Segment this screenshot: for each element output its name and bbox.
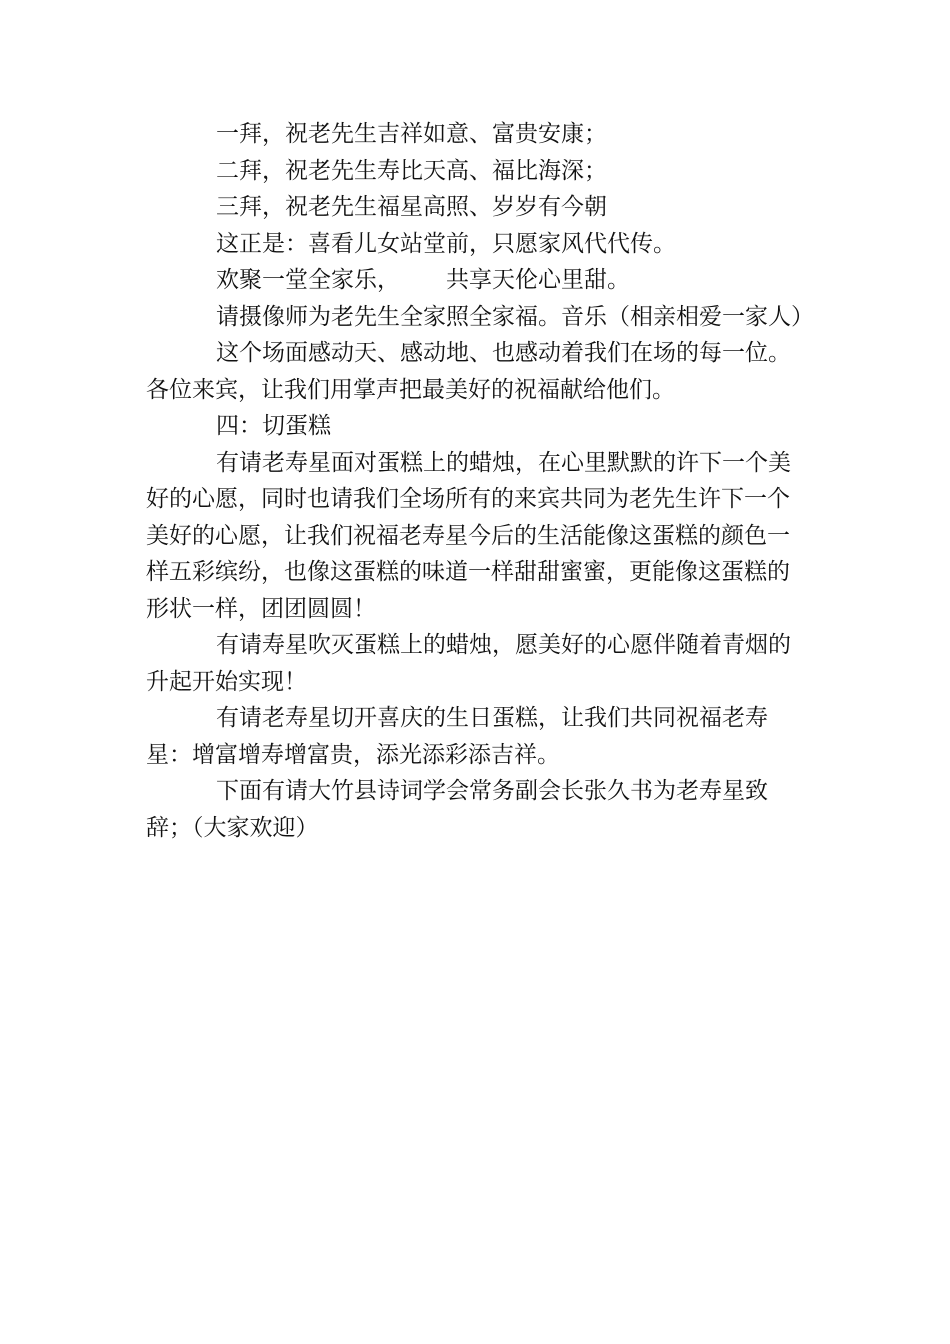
paragraph-third-bow: 三拜，祝老先生福星高照、岁岁有今朝 [216, 194, 607, 220]
paragraph-blow-candles: 有请寿星吹灭蛋糕上的蜡烛，愿美好的心愿伴随着青烟的升起开始实现！ [146, 632, 791, 695]
couplet-second-line: 共享天伦心里甜。 [446, 267, 630, 293]
paragraph-couplet [146, 262, 806, 299]
paragraph-family-legacy: 这正是：喜看儿女站堂前，只愿家风代代传。 [216, 230, 676, 257]
couplet-first-line: 欢聚一堂全家乐， [216, 267, 400, 293]
paragraph-applause: 这个场面感动天、感动地、也感动着我们在场的每一位。各位来宾，让我们用掌声把最美好的祝福献给他们。 [146, 340, 791, 403]
section-heading-cut-cake: 四：切蛋糕 [216, 413, 331, 439]
paragraph-second-bow: 二拜，祝老先生寿比天高、福比海深； [216, 157, 607, 184]
paragraph-speech-invitation: 下面有请大竹县诗词学会常务副会长张久书为老寿星致辞；（大家欢迎） [146, 778, 768, 841]
paragraph-first-bow: 一拜，祝老先生吉祥如意、富贵安康； [216, 121, 607, 147]
paragraph-make-wish: 有请老寿星面对蛋糕上的蜡烛，在心里默默的许下一个美好的心愿，同时也请我们全场所有的来宾共同为老先生许下一个美好的心愿，让我们祝福老寿星今后的生活能像这蛋糕的颜色一样五彩缤纷，也像这蛋糕的味道一样甜甜蜜蜜，更能像这蛋糕的形状一样，团团圆圆！ [146, 449, 791, 622]
paragraph-family-photo: 请摄像师为老先生全家照全家福。音乐（相亲相爱一家人） [216, 303, 814, 330]
paragraph-cut-cake: 有请老寿星切开喜庆的生日蛋糕，让我们共同祝福老寿星：增富增寿增富贵，添光添彩添吉祥。 [146, 705, 768, 768]
document-body [146, 116, 814, 846]
